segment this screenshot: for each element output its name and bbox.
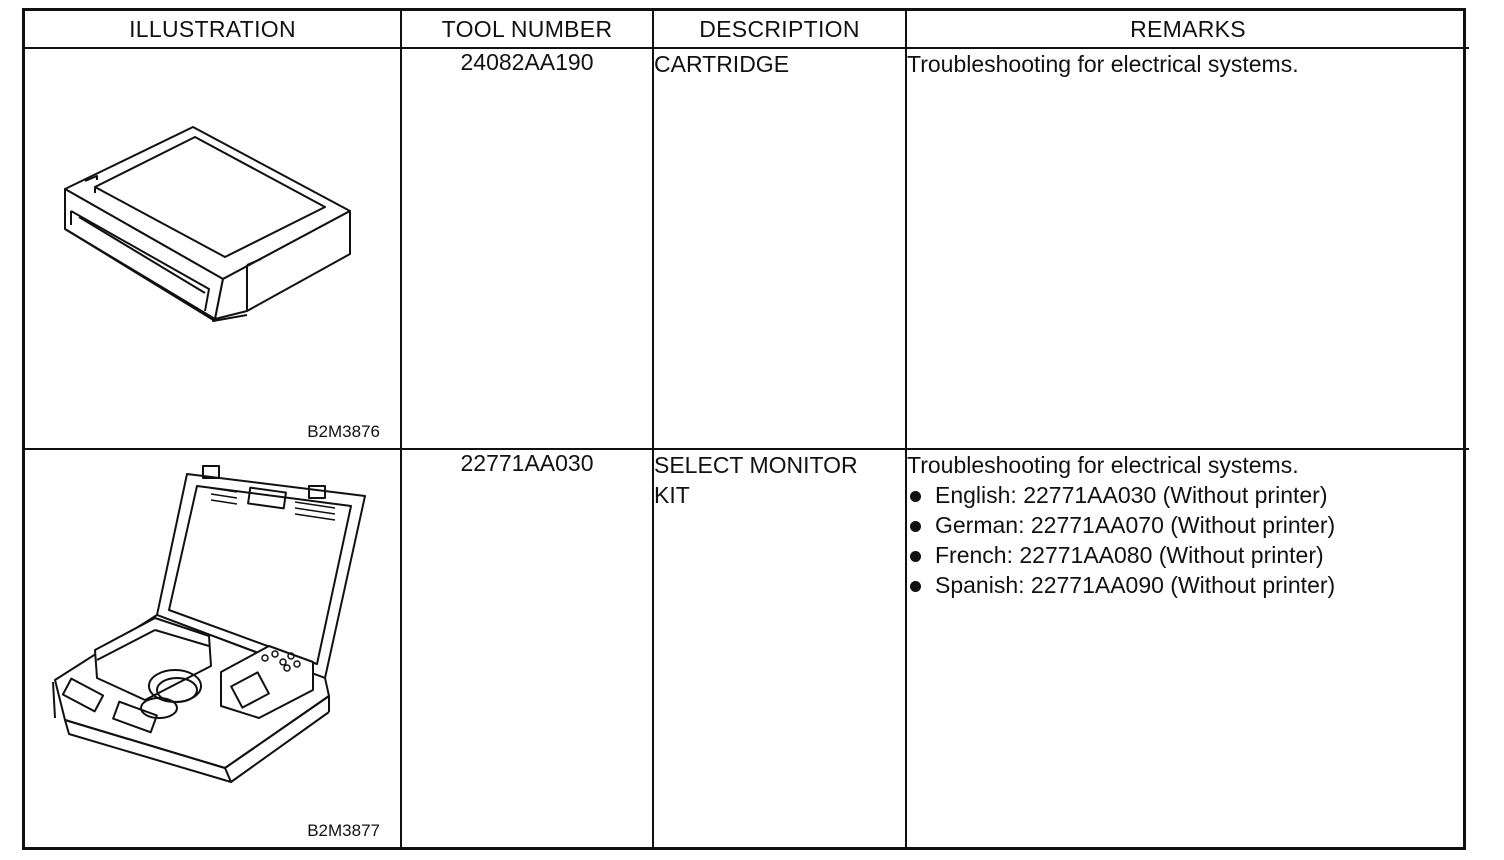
header-tool-number: TOOL NUMBER — [401, 11, 653, 48]
list-item — [907, 570, 1469, 600]
header-remarks: REMARKS — [906, 11, 1469, 48]
tool-number: 24082AA190 — [460, 49, 594, 75]
table-row — [25, 449, 1469, 847]
table-row — [25, 48, 1469, 449]
description-line: SELECT MONITOR — [654, 452, 858, 478]
description-cell — [653, 48, 906, 449]
description-line: KIT — [654, 482, 690, 508]
illustration-cell — [25, 449, 401, 847]
list-item-text: German: 22771AA070 (Without printer) — [935, 512, 1336, 538]
bullet-icon — [910, 581, 921, 592]
description-line: CARTRIDGE — [654, 51, 790, 77]
list-item — [907, 540, 1469, 570]
select-monitor-kit-icon — [25, 450, 399, 849]
remarks-cell — [906, 48, 1469, 449]
header-illustration: ILLUSTRATION — [25, 11, 401, 48]
special-tools-table — [25, 11, 1469, 847]
tool-number-cell — [401, 449, 653, 847]
illustration-cell — [25, 48, 401, 449]
remarks-cell — [906, 449, 1469, 847]
tool-number: 22771AA030 — [460, 450, 594, 476]
figure-code: B2M3876 — [307, 422, 380, 441]
bullet-icon — [910, 521, 921, 532]
list-item-text: Spanish: 22771AA090 (Without printer) — [935, 572, 1336, 598]
tool-number-cell — [401, 48, 653, 449]
remarks-list — [907, 480, 1469, 600]
list-item-text: English: 22771AA030 (Without printer) — [935, 482, 1328, 508]
bullet-icon — [910, 551, 921, 562]
description-cell — [653, 449, 906, 847]
list-item — [907, 480, 1469, 510]
header-row — [25, 11, 1469, 48]
list-item-text: French: 22771AA080 (Without printer) — [935, 542, 1324, 568]
remarks-intro: Troubleshooting for electrical systems. — [907, 51, 1299, 77]
list-item — [907, 510, 1469, 540]
special-tools-table-frame — [22, 8, 1466, 850]
cartridge-icon — [25, 49, 399, 448]
header-description: DESCRIPTION — [653, 11, 906, 48]
remarks-intro: Troubleshooting for electrical systems. — [907, 452, 1299, 478]
bullet-icon — [910, 491, 921, 502]
figure-code: B2M3877 — [307, 821, 380, 840]
